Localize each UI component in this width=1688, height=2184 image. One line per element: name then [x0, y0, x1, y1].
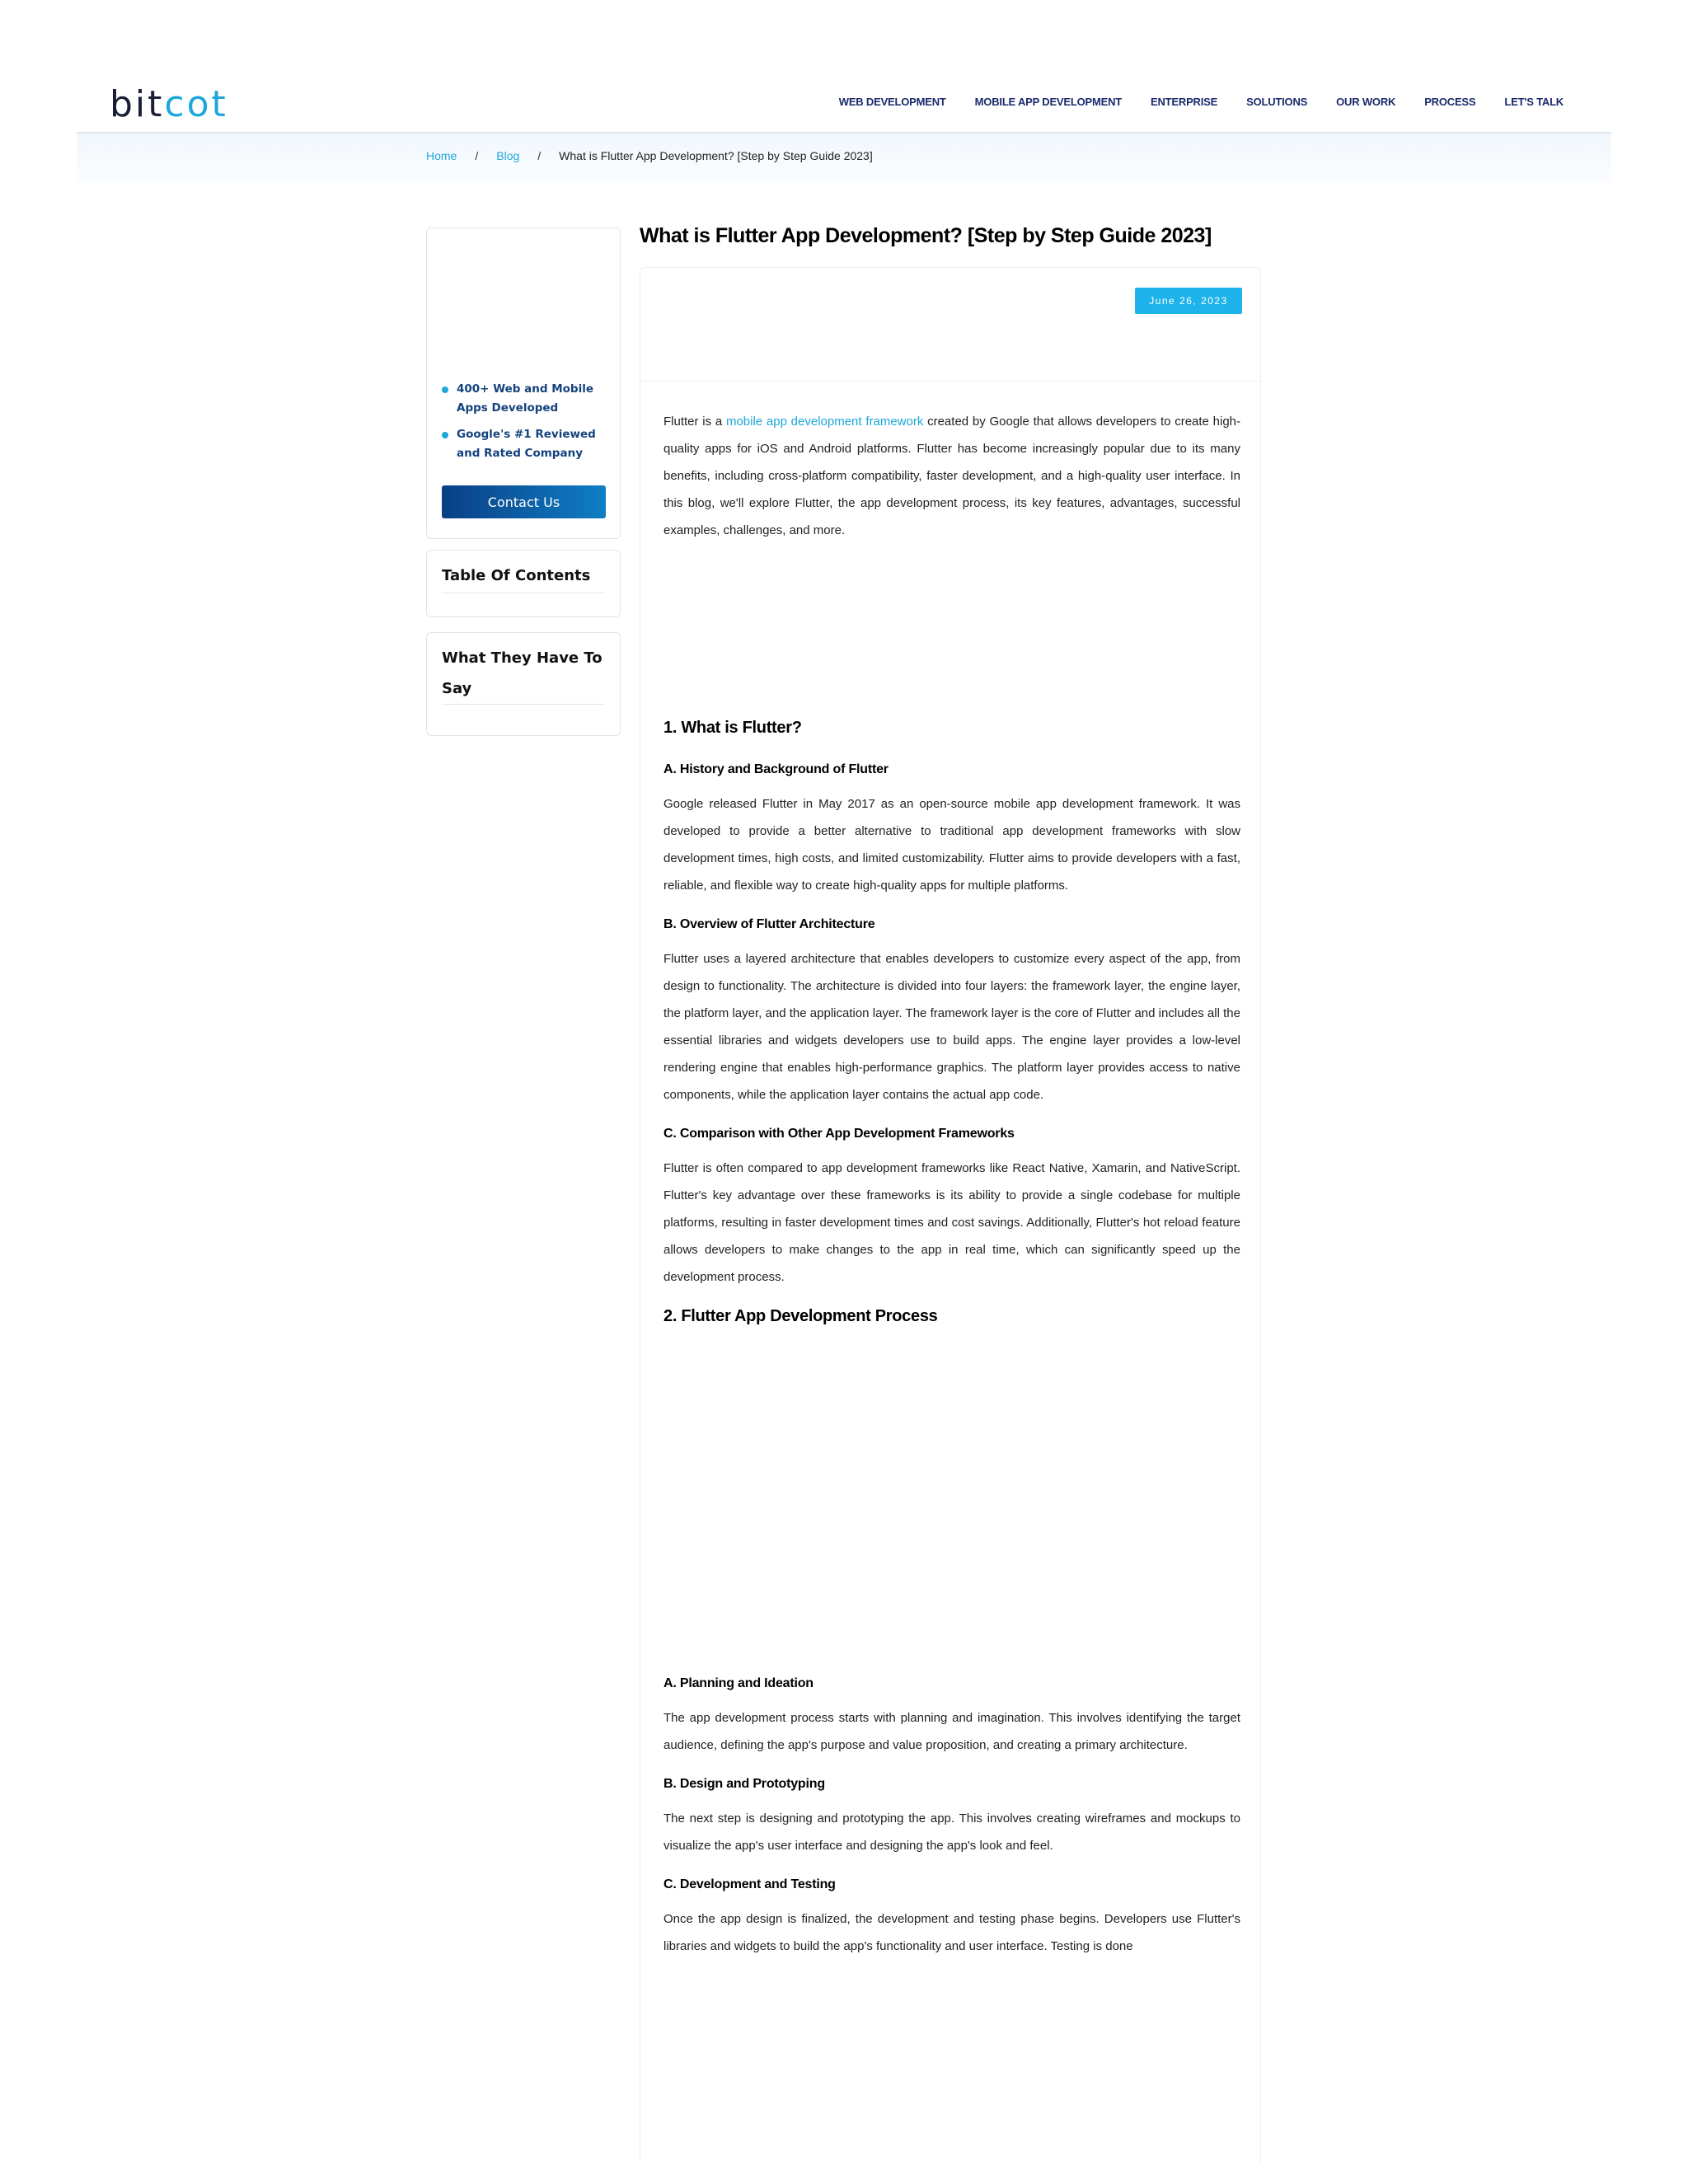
bitcot-logo[interactable] [110, 84, 228, 125]
article-content [663, 408, 1240, 1960]
nav-process[interactable]: PROCESS [1424, 96, 1476, 108]
image-placeholder [663, 544, 1240, 719]
toc-title[interactable]: Table Of Contents [442, 567, 591, 584]
site-header [77, 74, 1611, 134]
breadcrumb-separator: / [537, 149, 542, 162]
paragraph: The next step is designing and prototyping the app. This involves creating wireframes and mockups to visualize the app's user interface and designing the app's look and feel. [663, 1811, 1240, 1853]
paragraph: Flutter uses a layered architecture that enables developers to customize every aspect of the app, from design to functionality. The architecture is divided into four layers: the framework layer, the engine layer, the platform layer, and the application layer. The framework layer is the core of Flutter and includes all the essential libraries and widgets developers use to build apps. The engine layer provides a low-level rendering engine that enables high-performance graphics. The platform layer provides access to native components, while the application layer contains the actual app code. [663, 952, 1240, 1102]
intro-text-end: created by Google that allows developers to create high-quality apps for iOS and Android platforms. Flutter has become increasingly popular due to its many benefits, including cross-platform compatibility, faster development, and a high-quality user interface. In this blog, we'll explore Flutter, the app development process, its key features, advantages, successful examples, challenges, and more. [663, 415, 1241, 537]
subsection-heading: A. Planning and Ideation [663, 1676, 814, 1690]
nav-mobile-app-development[interactable]: MOBILE APP DEVELOPMENT [974, 96, 1123, 108]
breadcrumb-blog[interactable]: Blog [496, 149, 520, 162]
table-of-contents-card [426, 550, 621, 617]
paragraph: Once the app design is finalized, the development and testing phase begins. Developers use Flutter's libraries and widgets to build the app's functionality and user interface. Testing is done [663, 1912, 1240, 1953]
nav-solutions[interactable]: SOLUTIONS [1246, 96, 1308, 108]
paragraph: Flutter is often compared to app development frameworks like React Native, Xamarin, and NativeScript. Flutter's key advantage over these frameworks is its ability to provide a single codebase for multiple platforms, resulting in faster development times and cost savings. Additionally, Flutter's hot reload feature allows developers to make changes to the app in real time, which can significantly speed up the development process. [663, 1161, 1240, 1284]
promo-item-reviews: Google's #1 Reviewed and Rated Company [442, 425, 611, 463]
image-placeholder [663, 1326, 1240, 1676]
section-heading: 2. Flutter App Development Process [663, 1307, 938, 1325]
breadcrumb-home[interactable]: Home [426, 149, 457, 162]
breadcrumb [426, 149, 873, 162]
section-heading: 1. What is Flutter? [663, 719, 802, 737]
nav-our-work[interactable]: OUR WORK [1336, 96, 1396, 108]
main-nav [839, 96, 1564, 108]
mobile-app-framework-link[interactable]: mobile app development framework [725, 415, 924, 429]
logo-text-bit: bit [110, 83, 165, 125]
date-badge: June 26, 2023 [1135, 288, 1242, 314]
article-card [640, 267, 1261, 2163]
intro-paragraph [663, 408, 1240, 544]
subsection-heading: C. Comparison with Other App Development Frameworks [663, 1127, 1015, 1141]
logo-text-cot: cot [164, 83, 228, 125]
promo-list [442, 380, 611, 471]
nav-lets-talk[interactable]: LET'S TALK [1504, 96, 1564, 108]
testimonials-divider [442, 704, 605, 705]
page-title: What is Flutter App Development? [Step by Step Guide 2023] [640, 224, 1212, 247]
subsection-heading: C. Development and Testing [663, 1877, 836, 1891]
nav-enterprise[interactable]: ENTERPRISE [1151, 96, 1218, 108]
breadcrumb-separator: / [475, 149, 479, 162]
subsection-heading: B. Design and Prototyping [663, 1777, 825, 1791]
subsection-heading: B. Overview of Flutter Architecture [663, 917, 875, 931]
intro-text-start: Flutter is a [663, 415, 726, 429]
paragraph: The app development process starts with planning and imagination. This involves identifying the target audience, defining the app's purpose and value proposition, and creating a primary architecture. [663, 1711, 1240, 1752]
testimonials-title[interactable]: What They Have To Say [442, 649, 603, 697]
promo-item-apps: 400+ Web and Mobile Apps Developed [442, 380, 611, 418]
nav-web-development[interactable]: WEB DEVELOPMENT [838, 96, 946, 108]
article-header-divider [640, 381, 1260, 382]
subsection-heading: A. History and Background of Flutter [663, 762, 889, 776]
paragraph: Google released Flutter in May 2017 as an open-source mobile app development framework. It was developed to provide a better alternative to traditional app development frameworks with slow development times, high costs, and limited customizability. Flutter aims to provide developers with a fast, reliable, and flexible way to create high-quality apps for multiple platforms. [663, 797, 1240, 893]
breadcrumb-current: What is Flutter App Development? [Step by Step Guide 2023] [559, 149, 873, 162]
promo-card [426, 227, 621, 539]
contact-us-button[interactable]: Contact Us [442, 485, 606, 518]
testimonials-card [426, 632, 621, 736]
